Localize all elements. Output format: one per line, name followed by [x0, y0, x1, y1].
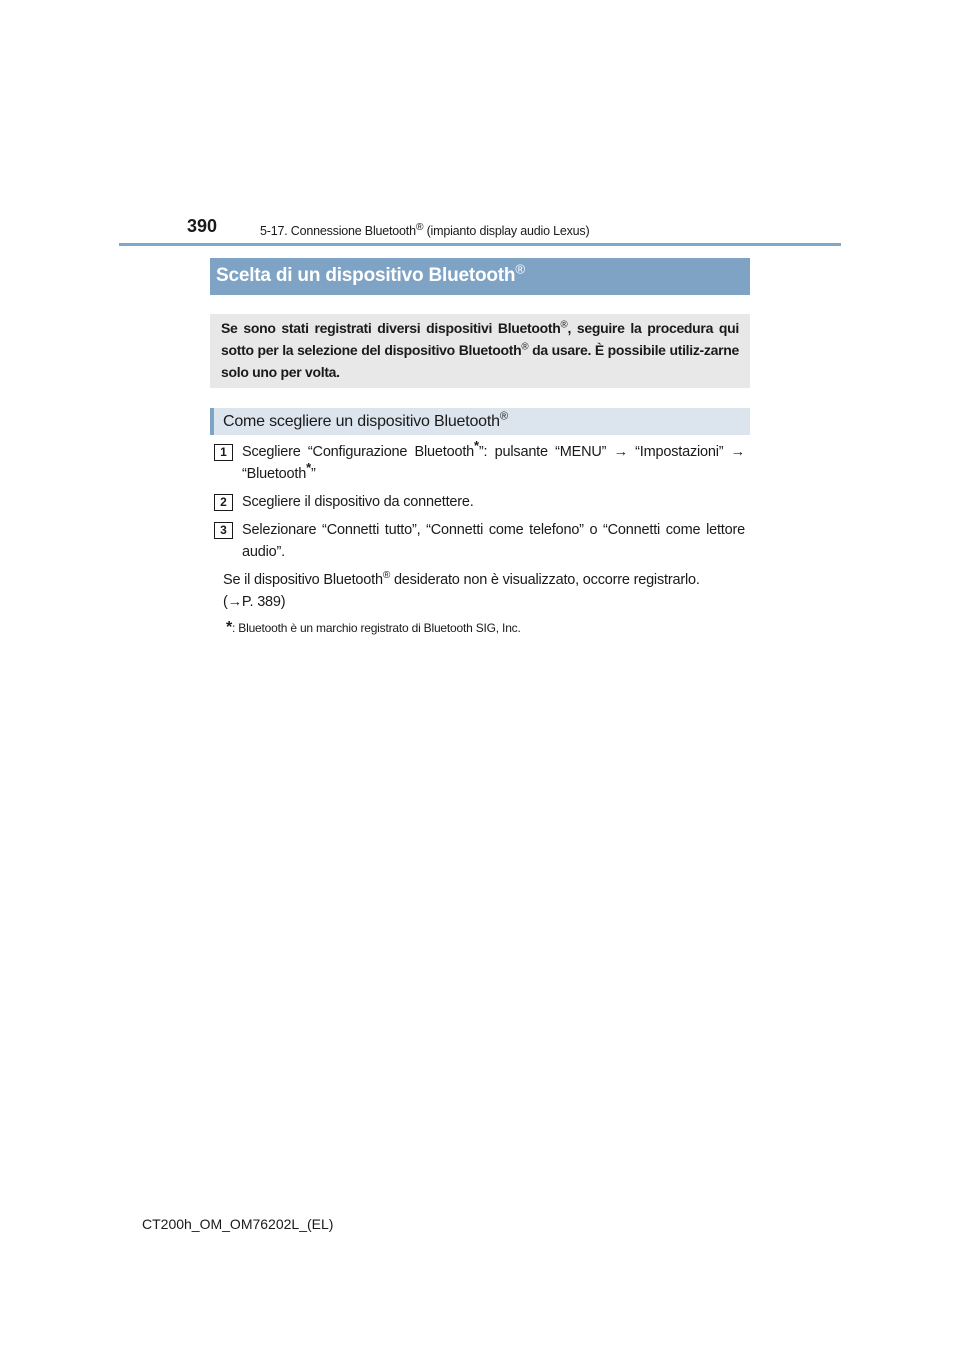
chapter-title: 5-17. Connessione Bluetooth [260, 224, 416, 239]
note-part1: Se il dispositivo Bluetooth [223, 572, 383, 588]
intro-text-part3: da usare. È possibile utiliz-zarne solo uno per volta. [221, 342, 739, 380]
section-title: Scelta di un dispositivo Bluetooth [216, 265, 516, 286]
footnote [226, 619, 521, 637]
footnote-text: : Bluetooth è un marchio registrato di Bluetooth SIG, Inc. [232, 621, 521, 635]
step-number-3: 3 [214, 522, 233, 539]
intro-text-part2: , seguire la procedura qui sotto per la selezione del dispositivo Bluetooth [221, 320, 739, 358]
footnote-star: * [306, 460, 311, 476]
intro-text-part1: Se sono stati registrati diversi dispositivi Bluetooth [221, 320, 561, 336]
note-text [223, 569, 745, 613]
page-number: 390 [187, 216, 218, 236]
subsection-title-bar [210, 408, 750, 435]
footnote-star: * [474, 438, 479, 454]
footnote-star: * [226, 619, 233, 636]
registered-mark: ® [515, 261, 525, 277]
header-rule [119, 243, 841, 246]
running-header [260, 222, 589, 238]
intro-box [210, 314, 750, 388]
registered-mark: ® [521, 341, 529, 353]
chapter-subtitle: (impianto display audio Lexus) [423, 224, 590, 239]
step-3-text: Selezionare “Connetti tutto”, “Connetti come telefono” o “Connetti come lettore audio”. [242, 522, 745, 560]
page-reference-link[interactable]: (→P. 389) [223, 594, 286, 610]
step-1-text [242, 438, 745, 485]
document-code: CT200h_OM_OM76202L_(EL) [142, 1216, 334, 1232]
registered-mark: ® [560, 319, 568, 331]
step-number-2: 2 [214, 494, 233, 511]
step-1-part2: ”: pulsante “MENU” → “Impostazioni” → “Bluetooth [242, 444, 745, 482]
note-part2: desiderato non è visualizzato, occorre registrarlo. [390, 572, 700, 588]
step-2-text: Scegliere il dispositivo da connettere. [242, 494, 474, 510]
subsection-title: Come scegliere un dispositivo Bluetooth [223, 413, 500, 430]
step-1-part1: Scegliere “Configurazione Bluetooth [242, 444, 475, 460]
registered-mark: ® [382, 570, 391, 582]
registered-mark: ® [499, 410, 508, 423]
registered-mark: ® [415, 222, 424, 233]
step-1-part3: ” [311, 466, 316, 482]
step-number-1: 1 [214, 444, 233, 461]
section-title-bar [210, 258, 750, 295]
